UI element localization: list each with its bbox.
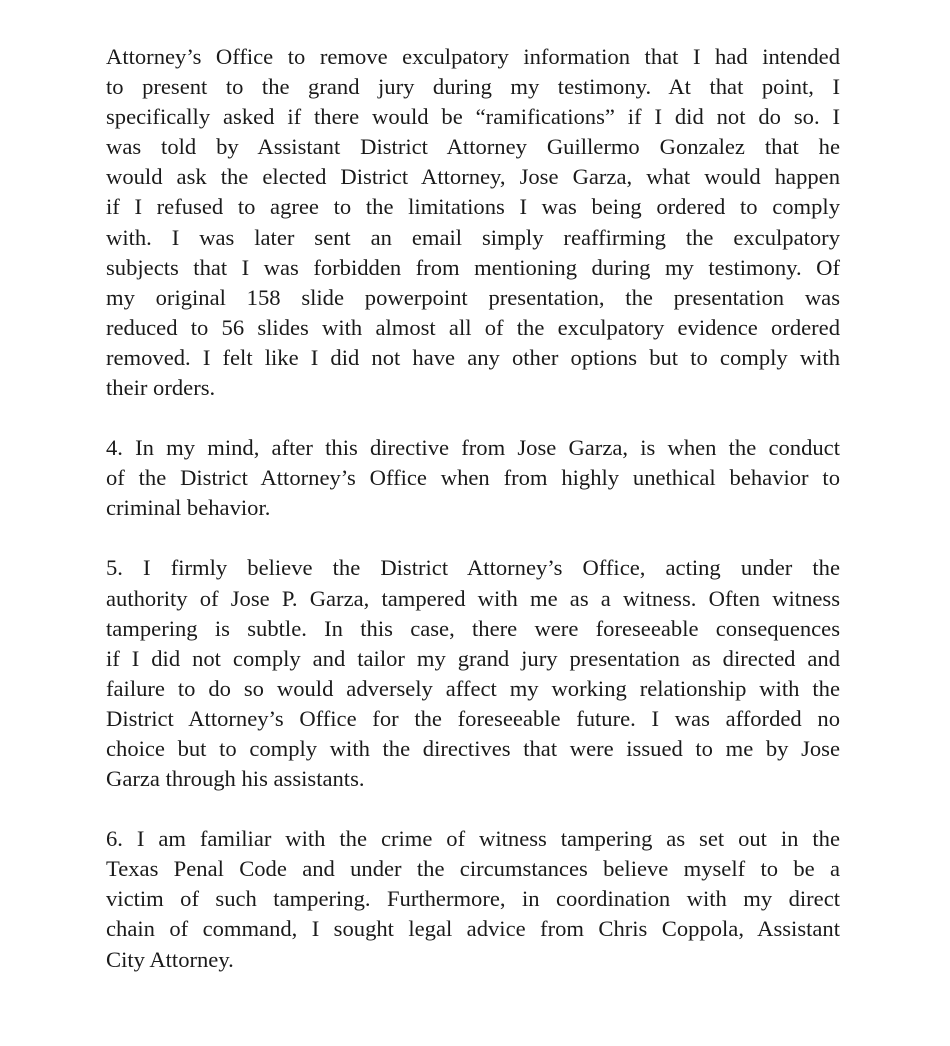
paragraph-5 bbox=[106, 553, 840, 794]
text-line: Texas Penal Code and under the circumstances believe myself to be a bbox=[106, 856, 840, 882]
text-line: chain of command, I sought legal advice from Chris Coppola, Assistant bbox=[106, 916, 840, 942]
text-line: their orders. bbox=[106, 375, 216, 401]
text-line: authority of Jose P. Garza, tampered with me as a witness. Often witness bbox=[106, 585, 840, 611]
text-line: District Attorney’s Office for the foreseeable future. I was afforded no bbox=[106, 705, 840, 731]
text-line: Garza through his assistants. bbox=[106, 766, 365, 792]
text-line: City Attorney. bbox=[106, 946, 234, 972]
text-line: removed. I felt like I did not have any other options but to comply with bbox=[106, 344, 840, 370]
text-line: 4. In my mind, after this directive from Jose Garza, is when the conduct bbox=[106, 435, 840, 461]
text-line: my original 158 slide powerpoint presentation, the presentation was bbox=[106, 284, 840, 310]
text-line: Attorney’s Office to remove exculpatory information that I had intended bbox=[106, 44, 840, 69]
paragraph-4 bbox=[106, 433, 840, 523]
paragraph-continuation bbox=[106, 42, 840, 403]
text-line: with. I was later sent an email simply reaffirming the exculpatory bbox=[106, 224, 840, 250]
text-line: to present to the grand jury during my testimony. At that point, I bbox=[106, 74, 840, 100]
text-line: choice but to comply with the directives that were issued to me by Jose bbox=[106, 735, 840, 761]
text-line: tampering is subtle. In this case, there were foreseeable consequences bbox=[106, 615, 840, 641]
text-line: of the District Attorney’s Office when from highly unethical behavior to bbox=[106, 465, 840, 491]
text-line: failure to do so would adversely affect my working relationship with the bbox=[106, 675, 840, 701]
text-line: 5. I firmly believe the District Attorney’s Office, acting under the bbox=[106, 555, 840, 581]
text-line: subjects that I was forbidden from mentioning during my testimony. Of bbox=[106, 254, 840, 280]
document-page bbox=[106, 42, 840, 1005]
text-line: 6. I am familiar with the crime of witness tampering as set out in the bbox=[106, 826, 840, 852]
text-line: would ask the elected District Attorney, Jose Garza, what would happen bbox=[106, 164, 840, 190]
text-line: if I did not comply and tailor my grand jury presentation as directed and bbox=[106, 645, 840, 671]
text-line: specifically asked if there would be “ramifications” if I did not do so. I bbox=[106, 104, 840, 130]
text-line: if I refused to agree to the limitations I was being ordered to comply bbox=[106, 194, 840, 220]
text-line: victim of such tampering. Furthermore, in coordination with my direct bbox=[106, 886, 840, 912]
paragraph-6 bbox=[106, 824, 840, 974]
text-line: criminal behavior. bbox=[106, 495, 271, 521]
text-line: reduced to 56 slides with almost all of the exculpatory evidence ordered bbox=[106, 314, 840, 340]
text-line: was told by Assistant District Attorney Guillermo Gonzalez that he bbox=[106, 134, 840, 160]
